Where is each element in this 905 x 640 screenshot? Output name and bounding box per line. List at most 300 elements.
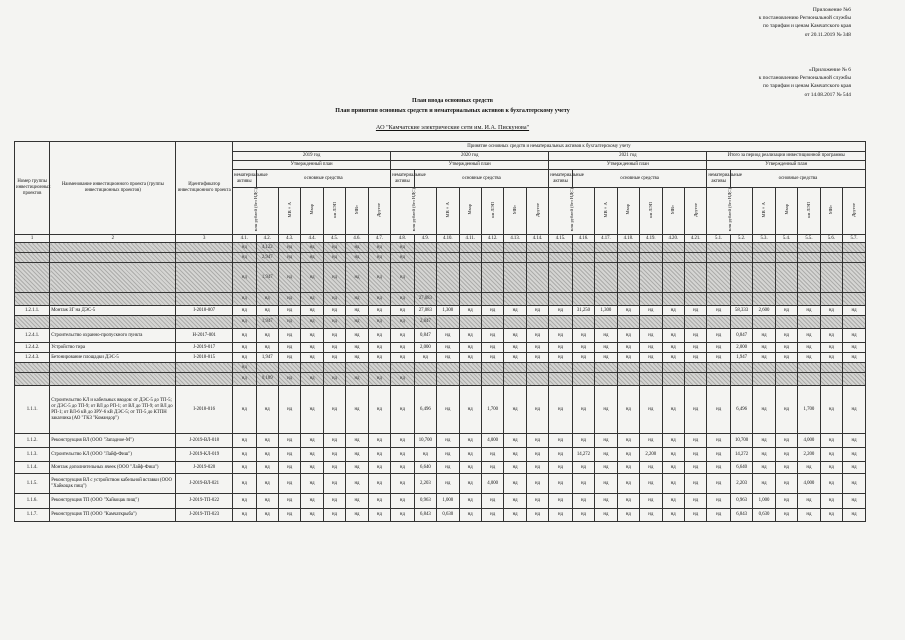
value-cell: нд	[820, 306, 842, 316]
value-cell: нд	[368, 343, 390, 353]
project-name	[50, 363, 176, 373]
table-row	[15, 329, 866, 343]
value-cell: нд	[301, 353, 323, 363]
value-cell: нд	[526, 306, 548, 316]
column-number: 4.16.	[572, 235, 594, 243]
value-cell: нд	[595, 462, 617, 474]
value-cell	[549, 373, 573, 386]
value-cell: нд	[549, 329, 573, 343]
subcol-header	[798, 188, 820, 235]
value-cell: 1,947	[256, 263, 278, 293]
subcol-header	[595, 188, 617, 235]
subcol-label: МВт	[670, 205, 676, 215]
value-cell: нд	[368, 243, 390, 253]
value-cell: нд	[278, 253, 300, 263]
value-cell: нд	[549, 386, 573, 434]
subcol-header	[753, 188, 775, 235]
appendix-line: от 14.08.2017 № 544	[804, 91, 851, 98]
value-cell	[481, 316, 503, 329]
value-cell: нд	[437, 353, 459, 363]
table-row	[15, 293, 866, 306]
value-cell	[414, 253, 436, 263]
value-cell: нд	[843, 462, 866, 474]
value-cell	[526, 373, 548, 386]
value-cell: нд	[414, 448, 436, 462]
column-number: 4.7.	[368, 235, 390, 243]
project-identifier	[176, 243, 233, 253]
table-row	[15, 343, 866, 353]
value-cell: нд	[278, 353, 300, 363]
value-cell	[526, 363, 548, 373]
value-cell	[798, 293, 820, 306]
subcol-label: Другое	[376, 202, 382, 217]
value-cell: нд	[301, 386, 323, 434]
value-cell: 27,083	[414, 293, 436, 306]
project-identifier	[176, 253, 233, 263]
value-cell	[753, 293, 775, 306]
value-cell	[459, 293, 481, 306]
value-cell: нд	[707, 448, 731, 462]
value-cell: нд	[662, 353, 684, 363]
value-cell: нд	[233, 474, 257, 494]
table-row	[15, 462, 866, 474]
value-cell: 1,947	[730, 353, 752, 363]
project-identifier: J-2019-КЛ-019	[176, 448, 233, 462]
value-cell	[572, 263, 594, 293]
value-cell: нд	[617, 448, 639, 462]
subcol-header	[684, 188, 706, 235]
value-cell: нд	[323, 434, 345, 448]
value-cell	[775, 263, 797, 293]
value-cell: нд	[504, 474, 526, 494]
subcol-label: Другое	[692, 202, 698, 217]
value-cell	[595, 363, 617, 373]
value-cell	[549, 263, 573, 293]
value-cell	[526, 293, 548, 306]
value-cell	[684, 363, 706, 373]
value-cell	[437, 293, 459, 306]
value-cell: нд	[346, 474, 368, 494]
project-identifier: I-2018-016	[176, 386, 233, 434]
value-cell: нд	[526, 462, 548, 474]
value-cell	[414, 243, 436, 253]
value-cell: нд	[753, 434, 775, 448]
value-cell: нд	[684, 462, 706, 474]
value-cell: нд	[256, 434, 278, 448]
value-cell: нд	[346, 386, 368, 434]
value-cell: нд	[368, 386, 390, 434]
value-cell	[843, 253, 866, 263]
value-cell: нд	[233, 353, 257, 363]
subcol-header	[481, 188, 503, 235]
value-cell: нд	[662, 329, 684, 343]
value-cell	[753, 263, 775, 293]
value-cell: нд	[662, 474, 684, 494]
value-cell: нд	[301, 329, 323, 343]
year-2020-header: 2020 год	[391, 152, 549, 161]
row-number	[15, 253, 50, 263]
value-cell: 4,000	[798, 474, 820, 494]
value-cell: нд	[504, 509, 526, 522]
value-cell: нд	[640, 462, 662, 474]
value-cell: нд	[233, 316, 257, 329]
value-cell: нд	[346, 494, 368, 509]
value-cell	[437, 243, 459, 253]
value-cell: нд	[572, 494, 594, 509]
value-cell	[707, 363, 731, 373]
column-number: 4.11.	[459, 235, 481, 243]
value-cell	[414, 363, 436, 373]
value-cell	[684, 243, 706, 253]
project-identifier: J-2019-020	[176, 462, 233, 474]
value-cell: нд	[278, 316, 300, 329]
value-cell: нд	[662, 343, 684, 353]
subcol-label: км ЛЭП	[647, 201, 653, 218]
value-cell: 27,083	[414, 306, 436, 316]
value-cell	[617, 263, 639, 293]
column-number: 5.1.	[707, 235, 731, 243]
value-cell	[504, 253, 526, 263]
value-cell	[640, 363, 662, 373]
value-cell: нд	[481, 306, 503, 316]
value-cell: 6,640	[414, 462, 436, 474]
value-cell: нд	[662, 448, 684, 462]
value-cell: 2,203	[414, 474, 436, 494]
value-cell: нд	[391, 462, 415, 474]
appendix-line: от 20.11.2019 № 348	[804, 31, 851, 38]
value-cell: нд	[640, 434, 662, 448]
value-cell: нд	[775, 474, 797, 494]
value-cell	[753, 316, 775, 329]
value-cell: нд	[595, 353, 617, 363]
value-cell: нд	[504, 434, 526, 448]
value-cell: нд	[595, 509, 617, 522]
value-cell	[730, 263, 752, 293]
value-cell: нд	[346, 253, 368, 263]
value-cell: нд	[368, 329, 390, 343]
value-cell: нд	[346, 509, 368, 522]
value-cell: 10,700	[730, 434, 752, 448]
value-cell	[684, 263, 706, 293]
value-cell	[707, 293, 731, 306]
value-cell: нд	[843, 329, 866, 343]
value-cell: нд	[346, 343, 368, 353]
value-cell	[684, 316, 706, 329]
value-cell: нд	[368, 509, 390, 522]
table-row	[15, 316, 866, 329]
value-cell	[504, 263, 526, 293]
value-cell: нд	[504, 343, 526, 353]
column-number: 4.5.	[323, 235, 345, 243]
subcol-label: млн рублей (без НДС)	[726, 188, 732, 232]
organization-name: АО "Камчатские электрические сети им. И.А. Пискунова"	[375, 124, 530, 131]
value-cell: нд	[391, 373, 415, 386]
value-cell	[707, 253, 731, 263]
subcol-header	[301, 188, 323, 235]
value-cell: 4,000	[481, 474, 503, 494]
appendix-current	[759, 6, 851, 39]
value-cell: 6,843	[730, 509, 752, 522]
value-cell: нд	[278, 494, 300, 509]
col-group-number: Номер группы инвестиционных проектов	[15, 142, 50, 235]
value-cell	[459, 373, 481, 386]
value-cell: нд	[572, 386, 594, 434]
row-number	[15, 263, 50, 293]
subcol-label: МВ×А	[602, 201, 608, 218]
value-cell	[798, 373, 820, 386]
value-cell: нд	[707, 386, 731, 434]
value-cell: 6,496	[730, 386, 752, 434]
value-cell: 2,200	[640, 448, 662, 462]
appendix-line: по тарифам и ценам Камчатского края	[763, 23, 851, 30]
table-row	[15, 474, 866, 494]
value-cell: нд	[323, 353, 345, 363]
value-cell: нд	[684, 434, 706, 448]
value-cell	[481, 243, 503, 253]
value-cell	[572, 243, 594, 253]
project-identifier	[176, 263, 233, 293]
subcol-label: Мвар	[783, 204, 789, 215]
document-title: План ввода основных средств	[411, 98, 494, 104]
value-cell: нд	[233, 329, 257, 343]
column-number: 4.9.	[414, 235, 436, 243]
value-cell: нд	[481, 329, 503, 343]
value-cell	[843, 293, 866, 306]
project-identifier	[176, 363, 233, 373]
column-number: 4.2.	[256, 235, 278, 243]
value-cell: нд	[391, 386, 415, 434]
value-cell: нд	[368, 474, 390, 494]
project-name	[50, 293, 176, 306]
value-cell	[278, 363, 300, 373]
value-cell: нд	[391, 306, 415, 316]
value-cell: 0,847	[414, 329, 436, 343]
value-cell: нд	[301, 243, 323, 253]
value-cell: нд	[459, 462, 481, 474]
table-row	[15, 373, 866, 386]
project-name: Реконструкция ТП (ООО "Хайкоцак пищ")	[50, 494, 176, 509]
value-cell: нд	[346, 316, 368, 329]
value-cell: нд	[753, 353, 775, 363]
value-cell: нд	[595, 494, 617, 509]
column-number: 3	[176, 235, 233, 243]
approved-plan-header: Утвержденный план	[233, 161, 391, 170]
value-cell	[368, 363, 390, 373]
value-cell	[346, 363, 368, 373]
value-cell: 6,843	[414, 509, 436, 522]
subcol-header	[526, 188, 548, 235]
value-cell: нд	[640, 353, 662, 363]
value-cell: нд	[526, 509, 548, 522]
row-number: 1.1.5.	[15, 474, 50, 494]
subcol-label: млн рублей (без НДС)	[252, 188, 258, 232]
value-cell: нд	[798, 306, 820, 316]
subcol-header	[662, 188, 684, 235]
value-cell	[504, 363, 526, 373]
value-cell: нд	[278, 434, 300, 448]
value-cell: нд	[278, 243, 300, 253]
value-cell: нд	[346, 434, 368, 448]
value-cell: нд	[617, 462, 639, 474]
value-cell	[481, 293, 503, 306]
value-cell: нд	[572, 509, 594, 522]
subcol-label: млн рублей (без НДС)	[568, 188, 574, 232]
value-cell: 2,000	[414, 343, 436, 353]
value-cell: нд	[707, 494, 731, 509]
subcol-header	[820, 188, 842, 235]
value-cell	[504, 316, 526, 329]
column-number: 5.3.	[753, 235, 775, 243]
value-cell: нд	[233, 343, 257, 353]
project-name: Реконструкция ВЛ с устройством кабельной вставки (ООО "Хайкоцак пищ")	[50, 474, 176, 494]
value-cell: нд	[233, 253, 257, 263]
value-cell	[798, 263, 820, 293]
subcol-label: МВ×А	[286, 201, 292, 218]
value-cell	[753, 373, 775, 386]
value-cell: 0,847	[730, 329, 752, 343]
value-cell: нд	[233, 462, 257, 474]
value-cell: нд	[707, 306, 731, 316]
value-cell: нд	[684, 343, 706, 353]
value-cell: нд	[323, 474, 345, 494]
value-cell: нд	[549, 353, 573, 363]
value-cell: нд	[368, 316, 390, 329]
value-cell: нд	[775, 434, 797, 448]
value-cell: нд	[278, 474, 300, 494]
value-cell: нд	[526, 343, 548, 353]
value-cell: нд	[753, 474, 775, 494]
value-cell: нд	[684, 353, 706, 363]
row-number: 1.1.2.	[15, 434, 50, 448]
value-cell: нд	[256, 343, 278, 353]
value-cell: 4,000	[481, 434, 503, 448]
value-cell: нд	[323, 306, 345, 316]
value-cell	[753, 253, 775, 263]
value-cell: нд	[391, 474, 415, 494]
value-cell	[301, 363, 323, 373]
column-number: 4.6.	[346, 235, 368, 243]
value-cell: нд	[595, 329, 617, 343]
value-cell: нд	[278, 329, 300, 343]
subcol-header	[775, 188, 797, 235]
value-cell: нд	[323, 462, 345, 474]
value-cell	[572, 253, 594, 263]
value-cell: нд	[391, 243, 415, 253]
value-cell: нд	[368, 353, 390, 363]
value-cell: нд	[617, 474, 639, 494]
value-cell	[798, 316, 820, 329]
value-cell: нд	[278, 373, 300, 386]
value-cell: нд	[414, 353, 436, 363]
value-cell: нд	[572, 343, 594, 353]
fixed-assets-header: основные средства	[414, 170, 549, 188]
value-cell: нд	[504, 306, 526, 316]
value-cell: нд	[707, 474, 731, 494]
subcol-header	[459, 188, 481, 235]
value-cell: нд	[301, 373, 323, 386]
value-cell: нд	[684, 494, 706, 509]
value-cell	[798, 253, 820, 263]
appendix-line: «Приложение № 6	[808, 67, 851, 73]
value-cell: нд	[278, 293, 300, 306]
appendix-previous	[759, 66, 851, 99]
value-cell: нд	[753, 329, 775, 343]
value-cell: нд	[391, 263, 415, 293]
value-cell: 0,630	[437, 509, 459, 522]
value-cell: нд	[323, 329, 345, 343]
value-cell: нд	[617, 509, 639, 522]
value-cell: нд	[391, 448, 415, 462]
value-cell: нд	[684, 306, 706, 316]
value-cell	[414, 263, 436, 293]
col-accounting-header: Принятие основных средств и нематериальных активов к бухгалтерскому учету	[233, 142, 866, 152]
table-row	[15, 263, 866, 293]
row-number	[15, 373, 50, 386]
project-name: Реконструкция ТП (ООО "Камчаткрыба")	[50, 509, 176, 522]
value-cell: нд	[798, 462, 820, 474]
value-cell	[820, 243, 842, 253]
value-cell: нд	[346, 293, 368, 306]
value-cell: нд	[368, 448, 390, 462]
value-cell: нд	[368, 494, 390, 509]
project-name: Строительство охранно-пропускного пункта	[50, 329, 176, 343]
value-cell: нд	[368, 373, 390, 386]
column-number: 2	[50, 235, 176, 243]
value-cell: нд	[640, 343, 662, 353]
table-row	[15, 363, 866, 373]
value-cell: нд	[391, 253, 415, 263]
value-cell: нд	[323, 509, 345, 522]
table-row	[15, 509, 866, 522]
value-cell: нд	[526, 353, 548, 363]
value-cell: нд	[617, 329, 639, 343]
column-number: 4.15.	[549, 235, 573, 243]
value-cell: нд	[437, 434, 459, 448]
value-cell: нд	[526, 329, 548, 343]
value-cell: нд	[391, 509, 415, 522]
value-cell: 6,640	[730, 462, 752, 474]
subcol-header	[346, 188, 368, 235]
value-cell: нд	[481, 343, 503, 353]
approved-plan-header: Утвержденный план	[707, 161, 866, 170]
column-number: 5.5.	[798, 235, 820, 243]
value-cell: нд	[526, 386, 548, 434]
value-cell: нд	[233, 293, 257, 306]
value-cell: нд	[481, 448, 503, 462]
row-number	[15, 316, 50, 329]
fixed-assets-header: основные средства	[730, 170, 865, 188]
value-cell: нд	[323, 386, 345, 434]
value-cell: нд	[798, 494, 820, 509]
value-cell	[617, 253, 639, 263]
subcol-header	[437, 188, 459, 235]
value-cell	[775, 253, 797, 263]
subcol-label: км ЛЭП	[805, 201, 811, 218]
appendix-line: по тарифам и ценам Камчатского края	[763, 83, 851, 90]
value-cell	[617, 316, 639, 329]
table-row	[15, 253, 866, 263]
value-cell: нд	[595, 448, 617, 462]
value-cell: нд	[617, 343, 639, 353]
value-cell: нд	[843, 353, 866, 363]
value-cell: нд	[820, 448, 842, 462]
value-cell	[595, 373, 617, 386]
total-period-header: Итого за период реализации инвестиционной программы	[707, 152, 866, 161]
value-cell: нд	[504, 353, 526, 363]
value-cell: нд	[391, 434, 415, 448]
value-cell	[707, 316, 731, 329]
appendix-line: Приложение №6	[812, 7, 851, 13]
